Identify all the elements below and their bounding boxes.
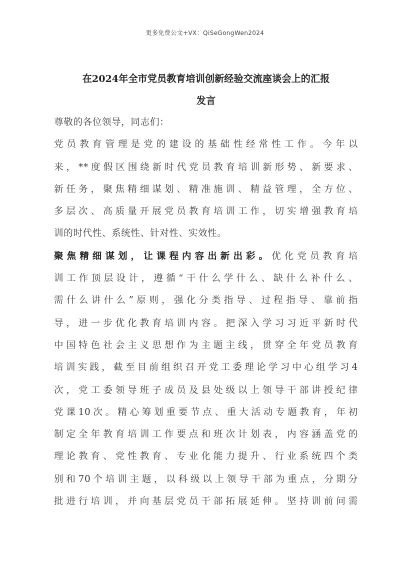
paragraph-line: 党员教育管理是党的建设的基础性经常性工作。今年以	[54, 139, 358, 151]
paragraph-line: 来，**度假区围绕新时代党员教育培训新形势、新要求、	[54, 161, 358, 173]
title-line: 发言	[196, 96, 216, 107]
paragraph-lead-line	[54, 246, 358, 268]
document-title	[54, 69, 358, 113]
paragraph-line: 中国特色社会主义思想作为主题主线，贯穿全年党员教育	[54, 339, 358, 351]
title-line: 在2024年全市党员教育培训创新经验交流座谈会上的汇报	[82, 74, 330, 85]
paragraph-lead-heading: 聚焦精细谋划，让课程内容出新出彩。	[54, 250, 272, 262]
paragraph-line: 理论教育、党性教育、专业化能力提升、行业系统四个类	[54, 451, 358, 463]
paragraph-line: 训的时代性、系统性、针对性、实效性。	[54, 228, 227, 240]
paragraph-lead-text: 优化党员教育培	[271, 250, 358, 262]
paragraph-line: 党课10次。精心筹划重要节点、重大活动专题教育，年初	[54, 406, 358, 418]
paragraph-line: 训工作顶层设计，遵循“干什么学什么、缺什么补什么、	[54, 273, 358, 285]
paragraph-line: 需什么讲什么”原则，强化分类指导、过程指导、靠前指	[54, 295, 358, 307]
paragraph	[54, 246, 358, 514]
paragraph-line: 别和70个培训主题，以科级以上领导干部为重点，分期分	[54, 473, 358, 485]
paragraph-line: 多层次、高质量开展党员教育培训工作，切实增强教育培	[54, 206, 358, 218]
paragraph-line: 批进行培训，并向基层党员干部拓展延伸。坚持训前问需	[54, 496, 358, 508]
document-body	[54, 112, 358, 513]
paragraph-line: 培训实践，截至目前组织召开党工委理论学习中心组学习4	[54, 362, 358, 374]
header-note: 更多免费公文+VX：QiSeGongWen2024	[145, 30, 265, 37]
paragraph	[54, 134, 358, 245]
paragraph-line: 新任务，聚焦精细谋划、精准施训、精益管理，全方位、	[54, 183, 358, 195]
paragraph-line: 导，进一步优化教育培训内容。把深入学习习近平新时代	[54, 317, 358, 329]
paragraph-line: 制定全年教育培训工作要点和班次计划表，内容涵盖党的	[54, 429, 358, 441]
paragraph-line: 次，党工委领导班子成员及县处级以上领导干部讲授纪律	[54, 384, 358, 396]
salutation: 尊敬的各位领导，同志们：	[54, 117, 170, 128]
